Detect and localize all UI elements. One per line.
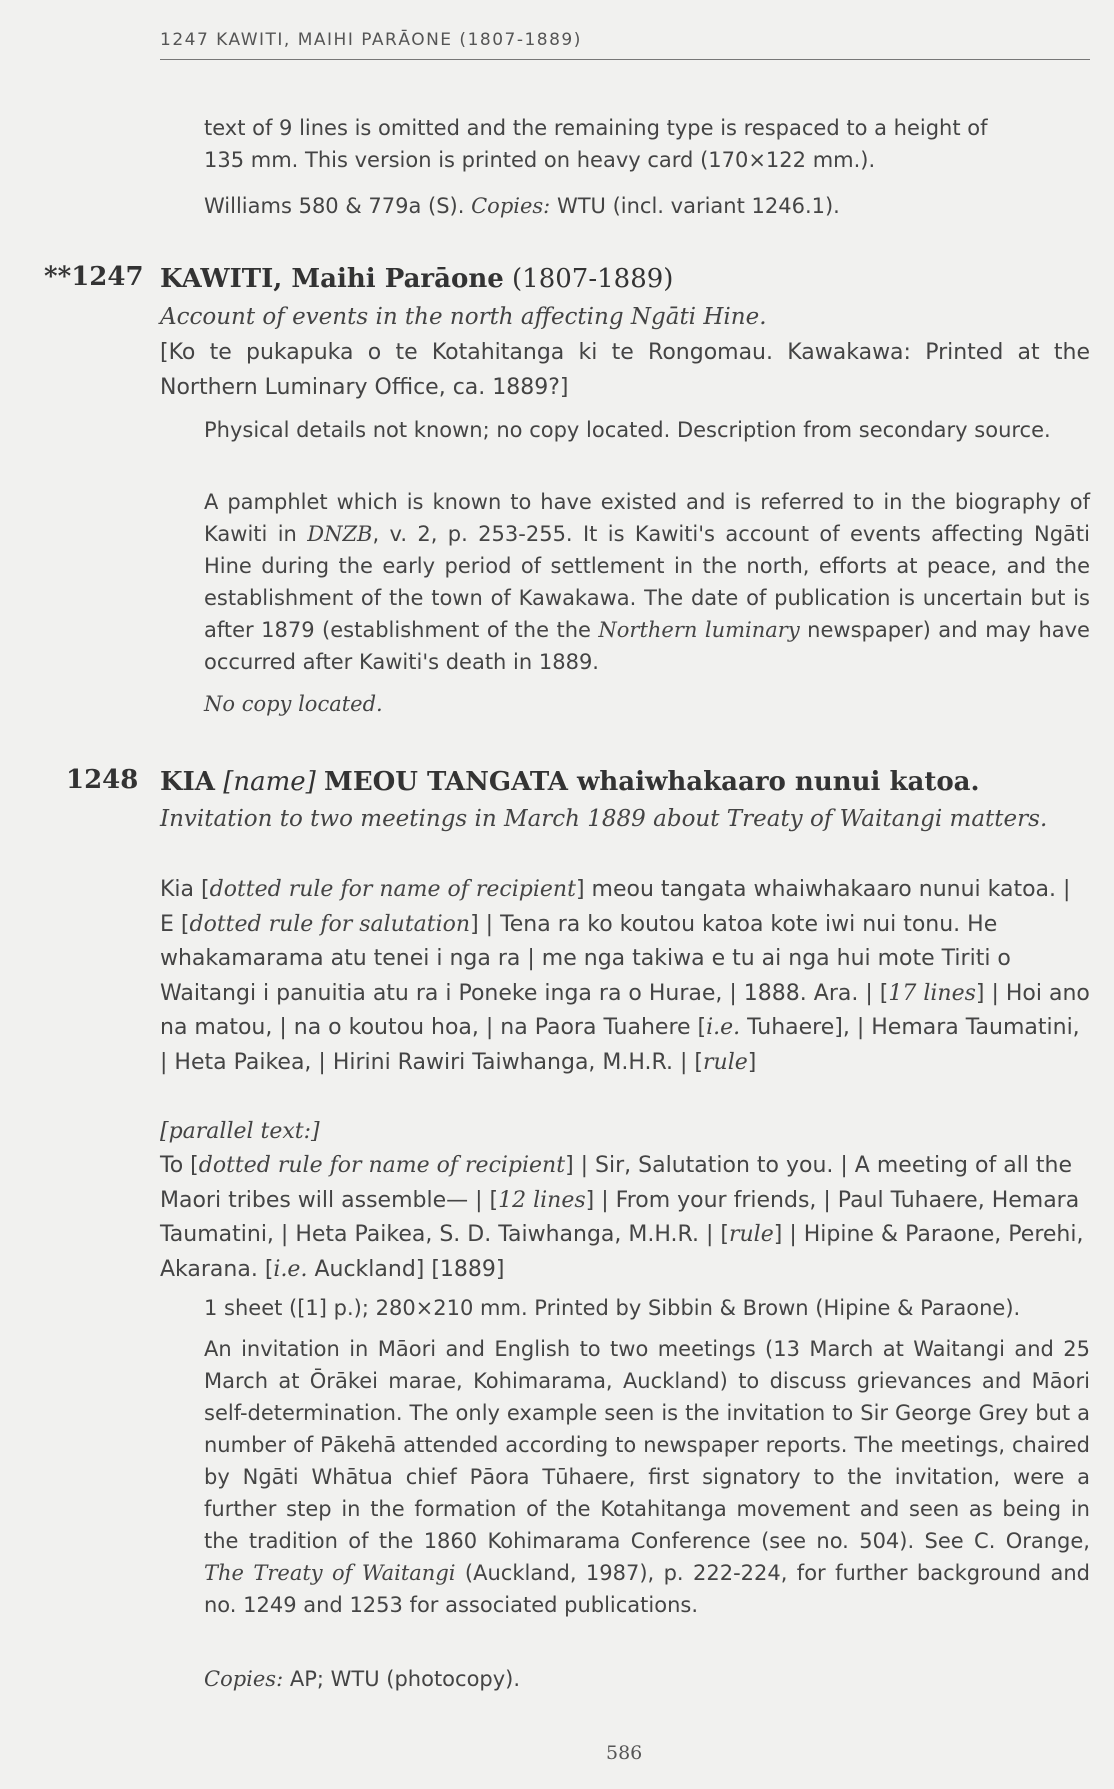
note-text: (Auckland, 1987), p. 222-224, for further background and no. 1249 and 1253 for associated publications.: [204, 1561, 1091, 1617]
copies-value: No copy located.: [204, 692, 383, 716]
note-citation: The Treaty of Waitangi: [204, 1561, 456, 1585]
entry-imprint: [Ko te pukapuka o te Kotahitanga ki te Rongomau. Kawakawa: Printed at the Northern Luminary Office, ca. 1889?]: [160, 340, 1090, 400]
physical-details: Physical details not known; no copy located. Description from secondary source.: [204, 418, 1051, 442]
entry-note: [204, 1333, 1090, 1621]
entry-description: Account of events in the north affecting Ngāti Hine.: [160, 304, 767, 330]
parallel-text-label: [160, 1115, 1090, 1150]
editorial-note: 17 lines: [888, 980, 976, 1006]
note-text: An invitation in Māori and English to two meetings (13 March at Waitangi and 25 March at Ōrākei marae, Kohimarama, Auckland) to discuss grievances and Māori self-determination. The only example seen is the invitation to Sir George Grey but a number of Pākehā attended according to newspaper reports. The meetings, chaired by Ngāti Whātua chief Pāora Tūhaere, first signatory to the invitation, were a further step in the formation of the Kotahitanga movement and seen as being in the tradition of the 1860 Kohimarama Conference (see no. 504). See C. Orange,: [204, 1337, 1090, 1553]
physical-details: 1 sheet ([1] p.); 280×210 mm. Printed by Sibbin & Brown (Hipine & Paraone).: [204, 1296, 1021, 1320]
transcript-text: ] | Hipine & Paraone, Perehi, Akarana. [: [160, 1222, 1084, 1282]
entry-number: **1247: [44, 262, 144, 292]
entry-description: Invitation to two meetings in March 1889 about Treaty of Waitangi matters.: [160, 806, 1048, 832]
transcription-maori: [160, 873, 1090, 1080]
copies-label: Copies:: [204, 1667, 284, 1691]
entry-heading: [160, 262, 1090, 296]
entry-note: [204, 486, 1090, 678]
header-rule: [160, 59, 1090, 60]
entry-author: KAWITI, Maihi Parāone: [160, 264, 504, 294]
transcript-text: ]: [747, 1049, 757, 1075]
copies-label: Copies:: [471, 194, 551, 218]
note-text: A pamphlet which is known to have existed and is referred to in the biography of Kawiti in: [204, 490, 1090, 546]
note-text: , v. 2, p. 253-255. It is Kawiti's account of events affecting Ngāti Hine during the early period of settlement in the north, efforts at peace, and the establishment of the town of Kawakawa. The date of publication is uncertain but is after 1879 (establishment of the the: [204, 522, 1090, 642]
note-text: newspaper) and may have occurred after Kawiti's death in 1889.: [204, 618, 1090, 674]
transcript-text: ] | From your friends, | Paul Tuhaere, Hemara Taumatini, | Heta Paikea, S. D. Taiwhanga, M.H.R. | [: [160, 1187, 1080, 1247]
editorial-note: dotted rule for name of recipient: [209, 877, 576, 902]
copies-line: [204, 688, 1090, 720]
transcript-text: ] | Tena ra ko koutou katoa kote iwi nui tonu. He whakamarama atu tenei i nga ra | me nga takiwa e tu ai nga hui mote Tiriti o Waitangi i panuitia atu ra i Poneke inga ra o Hurae, | 1888. Ara. | [: [160, 911, 1011, 1006]
entry-title-bracket: [name]: [223, 767, 316, 797]
previous-entry-note: [204, 112, 1090, 176]
copies-line: [204, 1663, 1090, 1695]
editorial-note: dotted rule for name of recipient: [198, 1153, 566, 1178]
note-citation: DNZB: [307, 522, 373, 546]
editorial-note: [parallel text:]: [160, 1119, 320, 1144]
references: Williams 580 & 779a (S).: [204, 194, 465, 218]
entry-number: 1248: [66, 765, 139, 795]
entry-title-part: KIA: [160, 767, 215, 797]
page-number: 586: [606, 1742, 643, 1764]
entry-dates: (1807-1889): [512, 264, 674, 294]
editorial-note: 12 lines: [498, 1187, 586, 1213]
entry-title-part: MEOU TANGATA whaiwhakaaro nunui katoa.: [324, 767, 980, 797]
copies-value: WTU (incl. variant 1246.1).: [556, 194, 840, 218]
transcript-text: Kia [: [160, 877, 210, 902]
transcript-text: Tuhaere], | Hemara Taumatini, | Heta Paikea, | Hirini Rawiri Taiwhanga, M.H.R. | [: [160, 1015, 1080, 1075]
note-line: text of 9 lines is omitted and the remaining type is respaced to a height of: [204, 116, 988, 140]
editorial-note: dotted rule for salutation: [189, 911, 471, 937]
previous-entry-refs: [204, 190, 1090, 222]
copies-value: AP; WTU (photocopy).: [289, 1667, 521, 1691]
editorial-note: rule: [703, 1049, 748, 1075]
editorial-note: i.e.: [273, 1256, 308, 1282]
transcript-text: Auckland] [1889]: [307, 1256, 505, 1282]
editorial-note: rule: [729, 1222, 774, 1247]
transcript-text: To [: [160, 1153, 199, 1178]
transcript-text: ] | Sir, Salutation to you. | A meeting of all the Maori tribes will assemble— | [: [160, 1153, 1072, 1213]
note-newspaper: Northern luminary: [598, 618, 800, 642]
transcription-english: [160, 1149, 1090, 1287]
entry-heading: [160, 765, 1090, 799]
note-line: 135 mm. This version is printed on heavy card (170×122 mm.).: [204, 148, 876, 172]
running-head: 1247 KAWITI, MAIHI PARĀONE (1807-1889): [160, 30, 582, 50]
transcript-text: ] meou tangata whaiwhakaaro nunui katoa. | E [: [160, 877, 1071, 937]
transcript-text: ] | Hoi ano na matou, | na o koutou hoa, | na Paora Tuahere [: [160, 980, 1090, 1040]
editorial-note: i.e.: [706, 1015, 741, 1040]
